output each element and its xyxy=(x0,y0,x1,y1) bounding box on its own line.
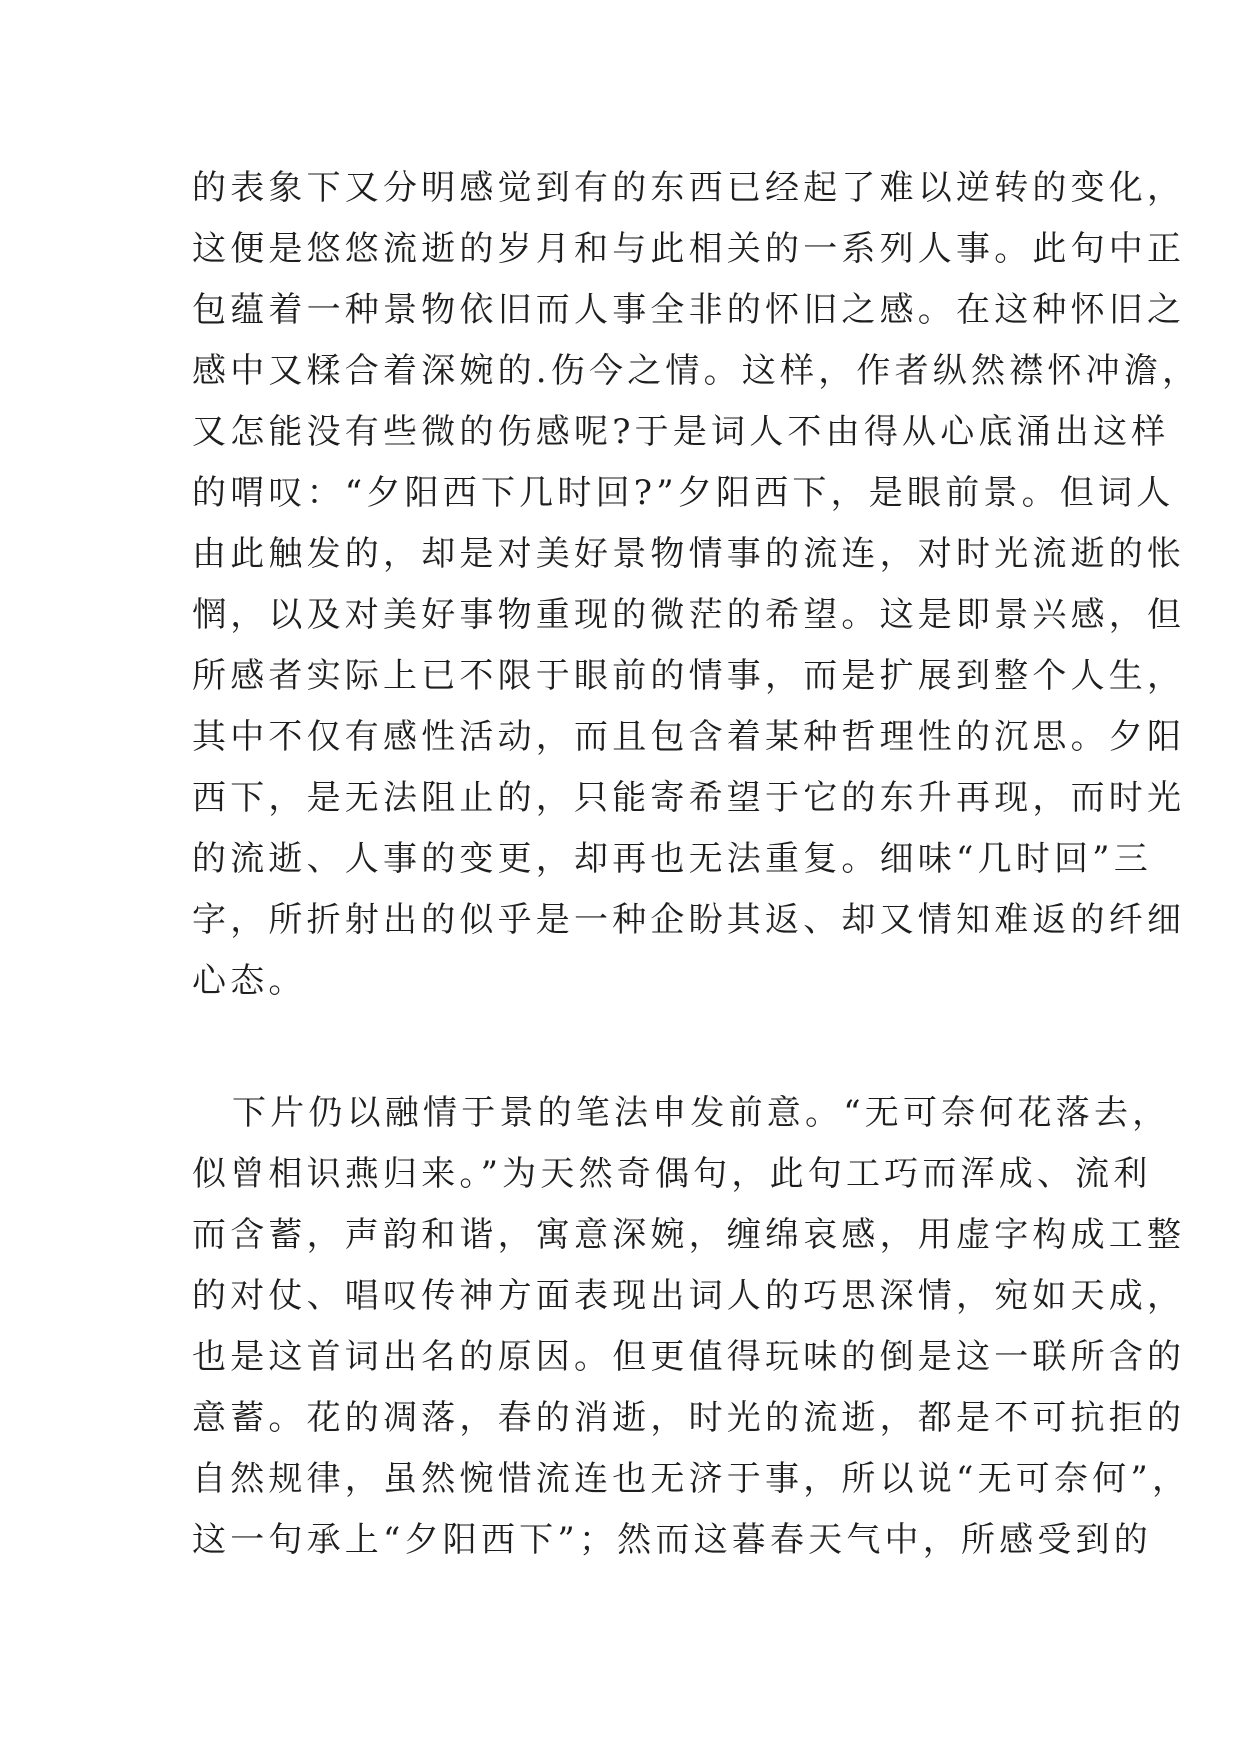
text-line: 的对仗、唱叹传神方面表现出词人的巧思深情，宛如天成， xyxy=(192,1276,1186,1316)
text-line-first: 下片仍以融情于景的笔法申发前意。“无可奈何花落去， xyxy=(232,1093,1171,1133)
text-line: 西下，是无法阻止的，只能寄希望于它的东升再现，而时光 xyxy=(192,778,1186,818)
text-line: 感中又糅合着深婉的.伤今之情。这样，作者纵然襟怀冲澹， xyxy=(192,351,1201,391)
text-line: 也是这首词出名的原因。但更值得玩味的倒是这一联所含的 xyxy=(192,1337,1186,1377)
text-line: 所感者实际上已不限于眼前的情事，而是扩展到整个人生， xyxy=(192,656,1186,696)
text-line: 惘，以及对美好事物重现的微茫的希望。这是即景兴感，但 xyxy=(192,595,1186,635)
paragraph-2 xyxy=(192,1083,1191,1571)
text-line: 这便是悠悠流逝的岁月和与此相关的一系列人事。此句中正 xyxy=(192,229,1186,269)
text-line: 意蓄。花的凋落，春的消逝，时光的流逝，都是不可抗拒的 xyxy=(192,1398,1186,1438)
text-line: 似曾相识燕归来。”为天然奇偶句，此句工巧而浑成、流利 xyxy=(192,1154,1152,1194)
text-line: 包蕴着一种景物依旧而人事全非的怀旧之感。在这种怀旧之 xyxy=(192,290,1186,330)
text-line: 又怎能没有些微的伤感呢?于是词人不由得从心底涌出这样 xyxy=(192,412,1170,452)
text-line: 自然规律，虽然惋惜流连也无济于事，所以说“无可奈何”， xyxy=(192,1459,1191,1499)
text-line: 其中不仅有感性活动，而且包含着某种哲理性的沉思。夕阳 xyxy=(192,717,1186,757)
text-line: 字，所折射出的似乎是一种企盼其返、却又情知难返的纤细 xyxy=(192,900,1186,940)
text-line: 心态。 xyxy=(192,961,307,1001)
text-line: 的喟叹：“夕阳西下几时回?”夕阳西下，是眼前景。但词人 xyxy=(192,473,1175,513)
text-line: 由此触发的，却是对美好景物情事的流连，对时光流逝的怅 xyxy=(192,534,1186,574)
text-line: 而含蓄，声韵和谐，寓意深婉，缠绵哀感，用虚字构成工整 xyxy=(192,1215,1186,1255)
paragraph-1 xyxy=(192,158,1201,1012)
text-line: 的流逝、人事的变更，却再也无法重复。细味“几时回”三 xyxy=(192,839,1152,879)
text-line: 这一句承上“夕阳西下”；然而这暮春天气中，所感受到的 xyxy=(192,1520,1152,1560)
text-line: 的表象下又分明感觉到有的东西已经起了难以逆转的变化， xyxy=(192,168,1186,208)
